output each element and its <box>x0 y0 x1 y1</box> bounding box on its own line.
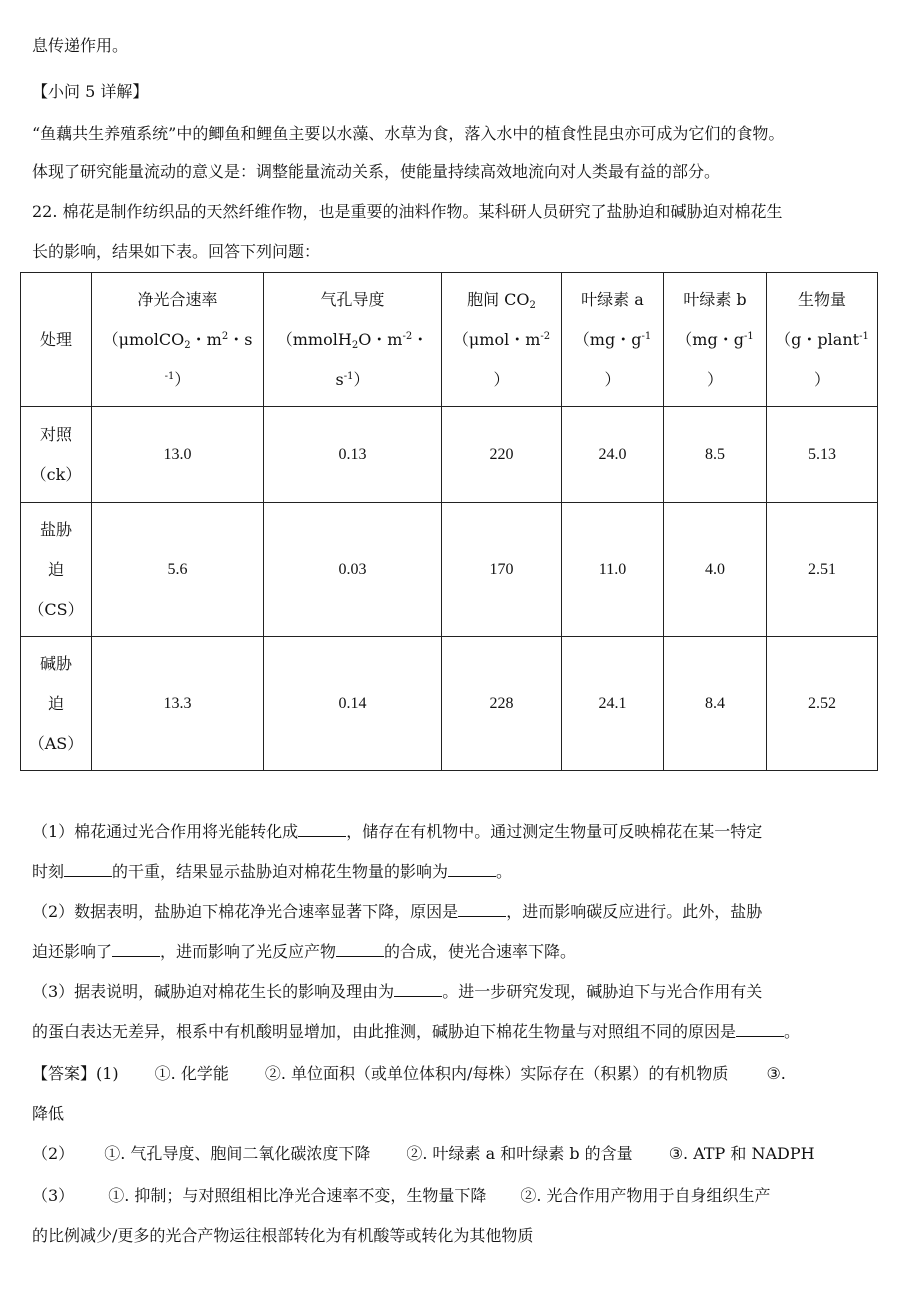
table-cell: 228 <box>442 637 562 771</box>
subquestion-2-line-1: （2）数据表明，盐胁迫下棉花净光合速率显著下降，原因是 ，进而影响碳反应进行。此外，盐胁 <box>32 902 763 921</box>
table-header-row <box>21 273 878 407</box>
header-intercellular-co2: 胞间 $CO_2$ （μmol・$m^{-2}$ ） <box>442 273 562 407</box>
answer-blank <box>458 902 506 917</box>
subquestion-3-line-2: 的蛋白表达无差异，根系中有机酸明显增加，由此推测，碱胁迫下棉花生物量与对照组不同的原因是 。 <box>32 1022 801 1041</box>
answer-line-1: 【答案】(1) ①. 化学能 ②. 单位面积（或单位体积内/每株）实际存在（积累）的有机物质 ③. <box>32 1064 786 1083</box>
table-cell: 0.03 <box>264 503 442 637</box>
treatment-cell: 碱胁 迫 （AS） <box>21 637 92 771</box>
answer-blank <box>394 982 442 997</box>
answer-line-3: （2） ①. 气孔导度、胞间二氧化碳浓度下降 ②. 叶绿素 a 和叶绿素 b 的含量 ③. ATP 和 NADPH <box>32 1144 815 1163</box>
header-chlorophyll-a: 叶绿素 a （mg・$g^{-1}$ ） <box>562 273 664 407</box>
table-cell: 24.0 <box>562 407 664 503</box>
table-cell: 8.4 <box>664 637 767 771</box>
paragraph-line: “鱼藕共生养殖系统”中的鲫鱼和鲤鱼主要以水藻、水草为食，落入水中的植食性昆虫亦可成为它们的食物。 <box>32 124 785 143</box>
answer-blank <box>336 942 384 957</box>
section-heading: 【小问 5 详解】 <box>32 82 149 101</box>
subquestion-2-line-2: 迫还影响了 ，进而影响了光反应产物 的合成，使光合速率下降。 <box>32 942 577 961</box>
table-cell: 5.6 <box>92 503 264 637</box>
question-stem: 22. 棉花是制作纺织品的天然纤维作物，也是重要的油料作物。某科研人员研究了盐胁迫和碱胁迫对棉花生 <box>32 202 783 221</box>
table-cell: 2.52 <box>767 637 878 771</box>
table-row <box>21 503 878 637</box>
answer-blank <box>298 822 346 837</box>
table-cell: 11.0 <box>562 503 664 637</box>
table-cell: 13.0 <box>92 407 264 503</box>
header-net-photosynthesis: 净光合速率 （μmolCO$_2$・$m^2$・s $^{-1}$） <box>92 273 264 407</box>
table-cell: 8.5 <box>664 407 767 503</box>
answer-blank <box>448 862 496 877</box>
header-stomatal-conductance: 气孔导度 （mmolH$_2$O・$m^{-2}$・ $s^{-1}$） <box>264 273 442 407</box>
answer-line-5: 的比例减少/更多的光合产物运往根部转化为有机酸等或转化为其他物质 <box>32 1226 534 1245</box>
table-cell: 5.13 <box>767 407 878 503</box>
table-cell: 2.51 <box>767 503 878 637</box>
table-cell: 13.3 <box>92 637 264 771</box>
answer-line-2: 降低 <box>32 1104 65 1123</box>
header-biomass: 生物量 （g・plant$^{-1}$ ） <box>767 273 878 407</box>
table-cell: 4.0 <box>664 503 767 637</box>
data-table <box>20 272 878 771</box>
subquestion-3-line-1: （3）据表说明，碱胁迫对棉花生长的影响及理由为 。进一步研究发现，碱胁迫下与光合作用有关 <box>32 982 763 1001</box>
header-treatment: 处理 <box>21 273 92 407</box>
treatment-cell: 对照 （ck） <box>21 407 92 503</box>
table-cell: 170 <box>442 503 562 637</box>
table-cell: 24.1 <box>562 637 664 771</box>
table-row <box>21 637 878 771</box>
intro-line: 息传递作用。 <box>32 36 129 55</box>
question-stem: 长的影响，结果如下表。回答下列问题： <box>32 242 321 261</box>
answer-blank <box>64 862 112 877</box>
header-chlorophyll-b: 叶绿素 b （mg・$g^{-1}$ ） <box>664 273 767 407</box>
table-cell: 0.14 <box>264 637 442 771</box>
subquestion-1-line-1: （1）棉花通过光合作用将光能转化成 ，储存在有机物中。通过测定生物量可反映棉花在某一特定 <box>32 822 763 841</box>
answer-blank <box>736 1022 784 1037</box>
answer-blank <box>112 942 160 957</box>
answer-line-4: （3） ①. 抑制；与对照组相比净光合速率不变，生物量下降 ②. 光合作用产物用于自身组织生产 <box>32 1186 771 1205</box>
paragraph-line: 体现了研究能量流动的意义是：调整能量流动关系，使能量持续高效地流向对人类最有益的部分。 <box>32 162 721 181</box>
table-row <box>21 407 878 503</box>
table-cell: 220 <box>442 407 562 503</box>
subquestion-1-line-2: 时刻 的干重，结果显示盐胁迫对棉花生物量的影响为 。 <box>32 862 513 881</box>
treatment-cell: 盐胁 迫 （CS） <box>21 503 92 637</box>
table-cell: 0.13 <box>264 407 442 503</box>
